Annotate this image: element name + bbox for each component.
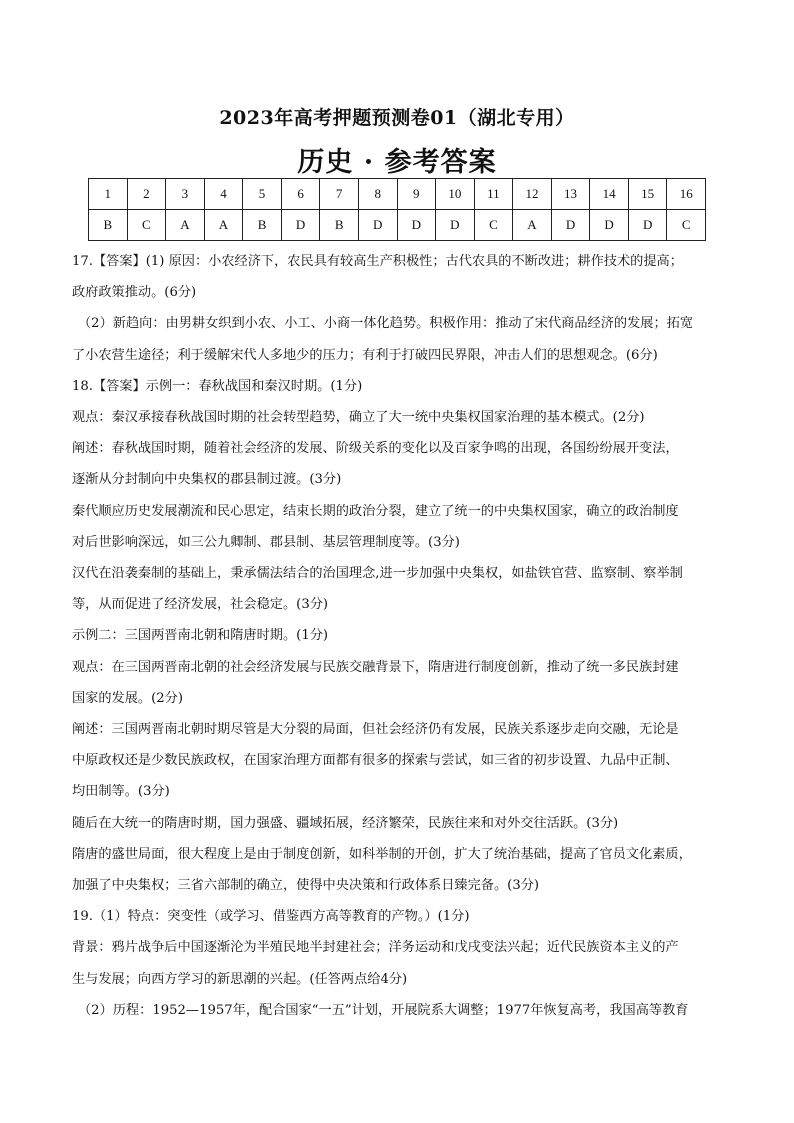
text-line: 阐述：三国两晋南北朝时期尽管是大分裂的局面，但社会经济仍有发展，民族关系逐步走向交融，无论是 (72, 722, 679, 738)
answer-cell: D (551, 210, 590, 241)
text-line: 汉代在沿袭秦制的基础上，秉承儒法结合的治国理念,进一步加强中央集权，如盐铁官营、监察制、察举制 (72, 566, 683, 582)
text-line: 了小农营生途径；利于缓解宋代人多地少的压力；有利于打破四民界限，冲击人们的思想观念。(6分) (72, 347, 658, 363)
text-line: 19.（1）特点：突变性（或学习、借鉴西方高等教育的产物。）(1分) (72, 909, 470, 925)
text-line: 政府政策推动。(6分) (72, 285, 197, 301)
answer-cell: C (667, 210, 706, 241)
answer-cell: A (166, 210, 205, 241)
question-number-cell: 4 (204, 179, 243, 210)
question-number-cell: 13 (551, 179, 590, 210)
text-line: 对后世影响深远，如三公九卿制、郡县制、基层管理制度等。(3分) (72, 534, 460, 550)
text-line: 加强了中央集权；三省六部制的确立，使得中央决策和行政体系日臻完备。(3分) (72, 878, 540, 894)
answer-cell: C (474, 210, 513, 241)
document-subtitle: 历史 · 参考答案 (297, 147, 497, 178)
text-line: 阐述：春秋战国时期，随着社会经济的发展、阶级关系的变化以及百家争鸣的出现，各国纷纷展开变法， (72, 441, 679, 457)
answer-row (89, 210, 706, 241)
question-number-cell: 1 (89, 179, 128, 210)
text-line: （2）新趋向：由男耕女织到小农、小工、小商一体化趋势。积极作用：推动了宋代商品经济的发展；拓宽 (78, 316, 694, 332)
text-line: 18.【答案】示例一：春秋战国和秦汉时期。(1分) (72, 378, 363, 394)
answer-cell: D (281, 210, 320, 241)
text-line: 示例二：三国两晋南北朝和隋唐时期。(1分) (72, 628, 329, 644)
question-number-cell: 2 (127, 179, 166, 210)
question-number-cell: 3 (166, 179, 205, 210)
question-number-cell: 10 (436, 179, 475, 210)
text-line: 秦代顺应历史发展潮流和民心思定，结束长期的政治分裂，建立了统一的中央集权国家，确立的政治制度 (72, 503, 679, 519)
text-line: 随后在大统一的隋唐时期，国力强盛、疆域拓展，经济繁荣，民族往来和对外交往活跃。(3分) (72, 815, 619, 831)
question-number-cell: 11 (474, 179, 513, 210)
question-number-cell: 8 (358, 179, 397, 210)
answer-cell: A (513, 210, 552, 241)
answer-cell: B (320, 210, 359, 241)
text-line: 隋唐的盛世局面，很大程度上是由于制度创新，如科举制的开创，扩大了统治基础，提高了官员文化素质， (72, 846, 692, 862)
question-number-cell: 7 (320, 179, 359, 210)
text-line: 背景：鸦片战争后中国逐渐沦为半殖民地半封建社会；洋务运动和戊戌变法兴起；近代民族资本主义的产 (72, 940, 679, 956)
question-number-cell: 12 (513, 179, 552, 210)
text-line: 中原政权还是少数民族政权，在国家治理方面都有很多的探索与尝试，如三省的初步设置、九品中正制、 (72, 753, 679, 769)
answer-cell: B (89, 210, 128, 241)
text-line: 生与发展；向西方学习的新思潮的兴起。(任答两点给4分) (72, 971, 408, 987)
answer-cell: D (590, 210, 629, 241)
question-number-cell: 15 (628, 179, 667, 210)
answer-key-table (88, 178, 706, 241)
answer-cell: D (397, 210, 436, 241)
answer-explanations (72, 246, 722, 1026)
answer-cell: B (243, 210, 282, 241)
answer-cell: D (358, 210, 397, 241)
text-line: 逐渐从分封制向中央集权的郡县制过渡。(3分) (72, 472, 342, 488)
text-line: 国家的发展。(2分) (72, 690, 183, 706)
text-line: （2）历程：1952—1957年，配合国家“一五”计划，开展院系大调整；1977年恢复高考，我国高等教育 (78, 1002, 689, 1018)
question-number-cell: 5 (243, 179, 282, 210)
question-number-cell: 9 (397, 179, 436, 210)
document-title: 2023年高考押题预测卷01（湖北专用） (219, 107, 575, 129)
answer-cell: A (204, 210, 243, 241)
question-number-row (89, 179, 706, 210)
question-number-cell: 6 (281, 179, 320, 210)
answer-cell: D (436, 210, 475, 241)
text-line: 均田制等。(3分) (72, 784, 170, 800)
answer-cell: C (127, 210, 166, 241)
text-line: 等，从而促进了经济发展，社会稳定。(3分) (72, 597, 329, 613)
text-line: 观点：秦汉承接春秋战国时期的社会转型趋势，确立了大一统中央集权国家治理的基本模式。(2分) (72, 410, 645, 426)
answer-cell: D (628, 210, 667, 241)
question-number-cell: 14 (590, 179, 629, 210)
question-number-cell: 16 (667, 179, 706, 210)
text-line: 17.【答案】(1) 原因：小农经济下，农民具有较高生产积极性；古代农具的不断改进；耕作技术的提高； (72, 254, 683, 269)
text-line: 观点：在三国两晋南北朝的社会经济发展与民族交融背景下，隋唐进行制度创新，推动了统一多民族封建 (72, 659, 679, 675)
